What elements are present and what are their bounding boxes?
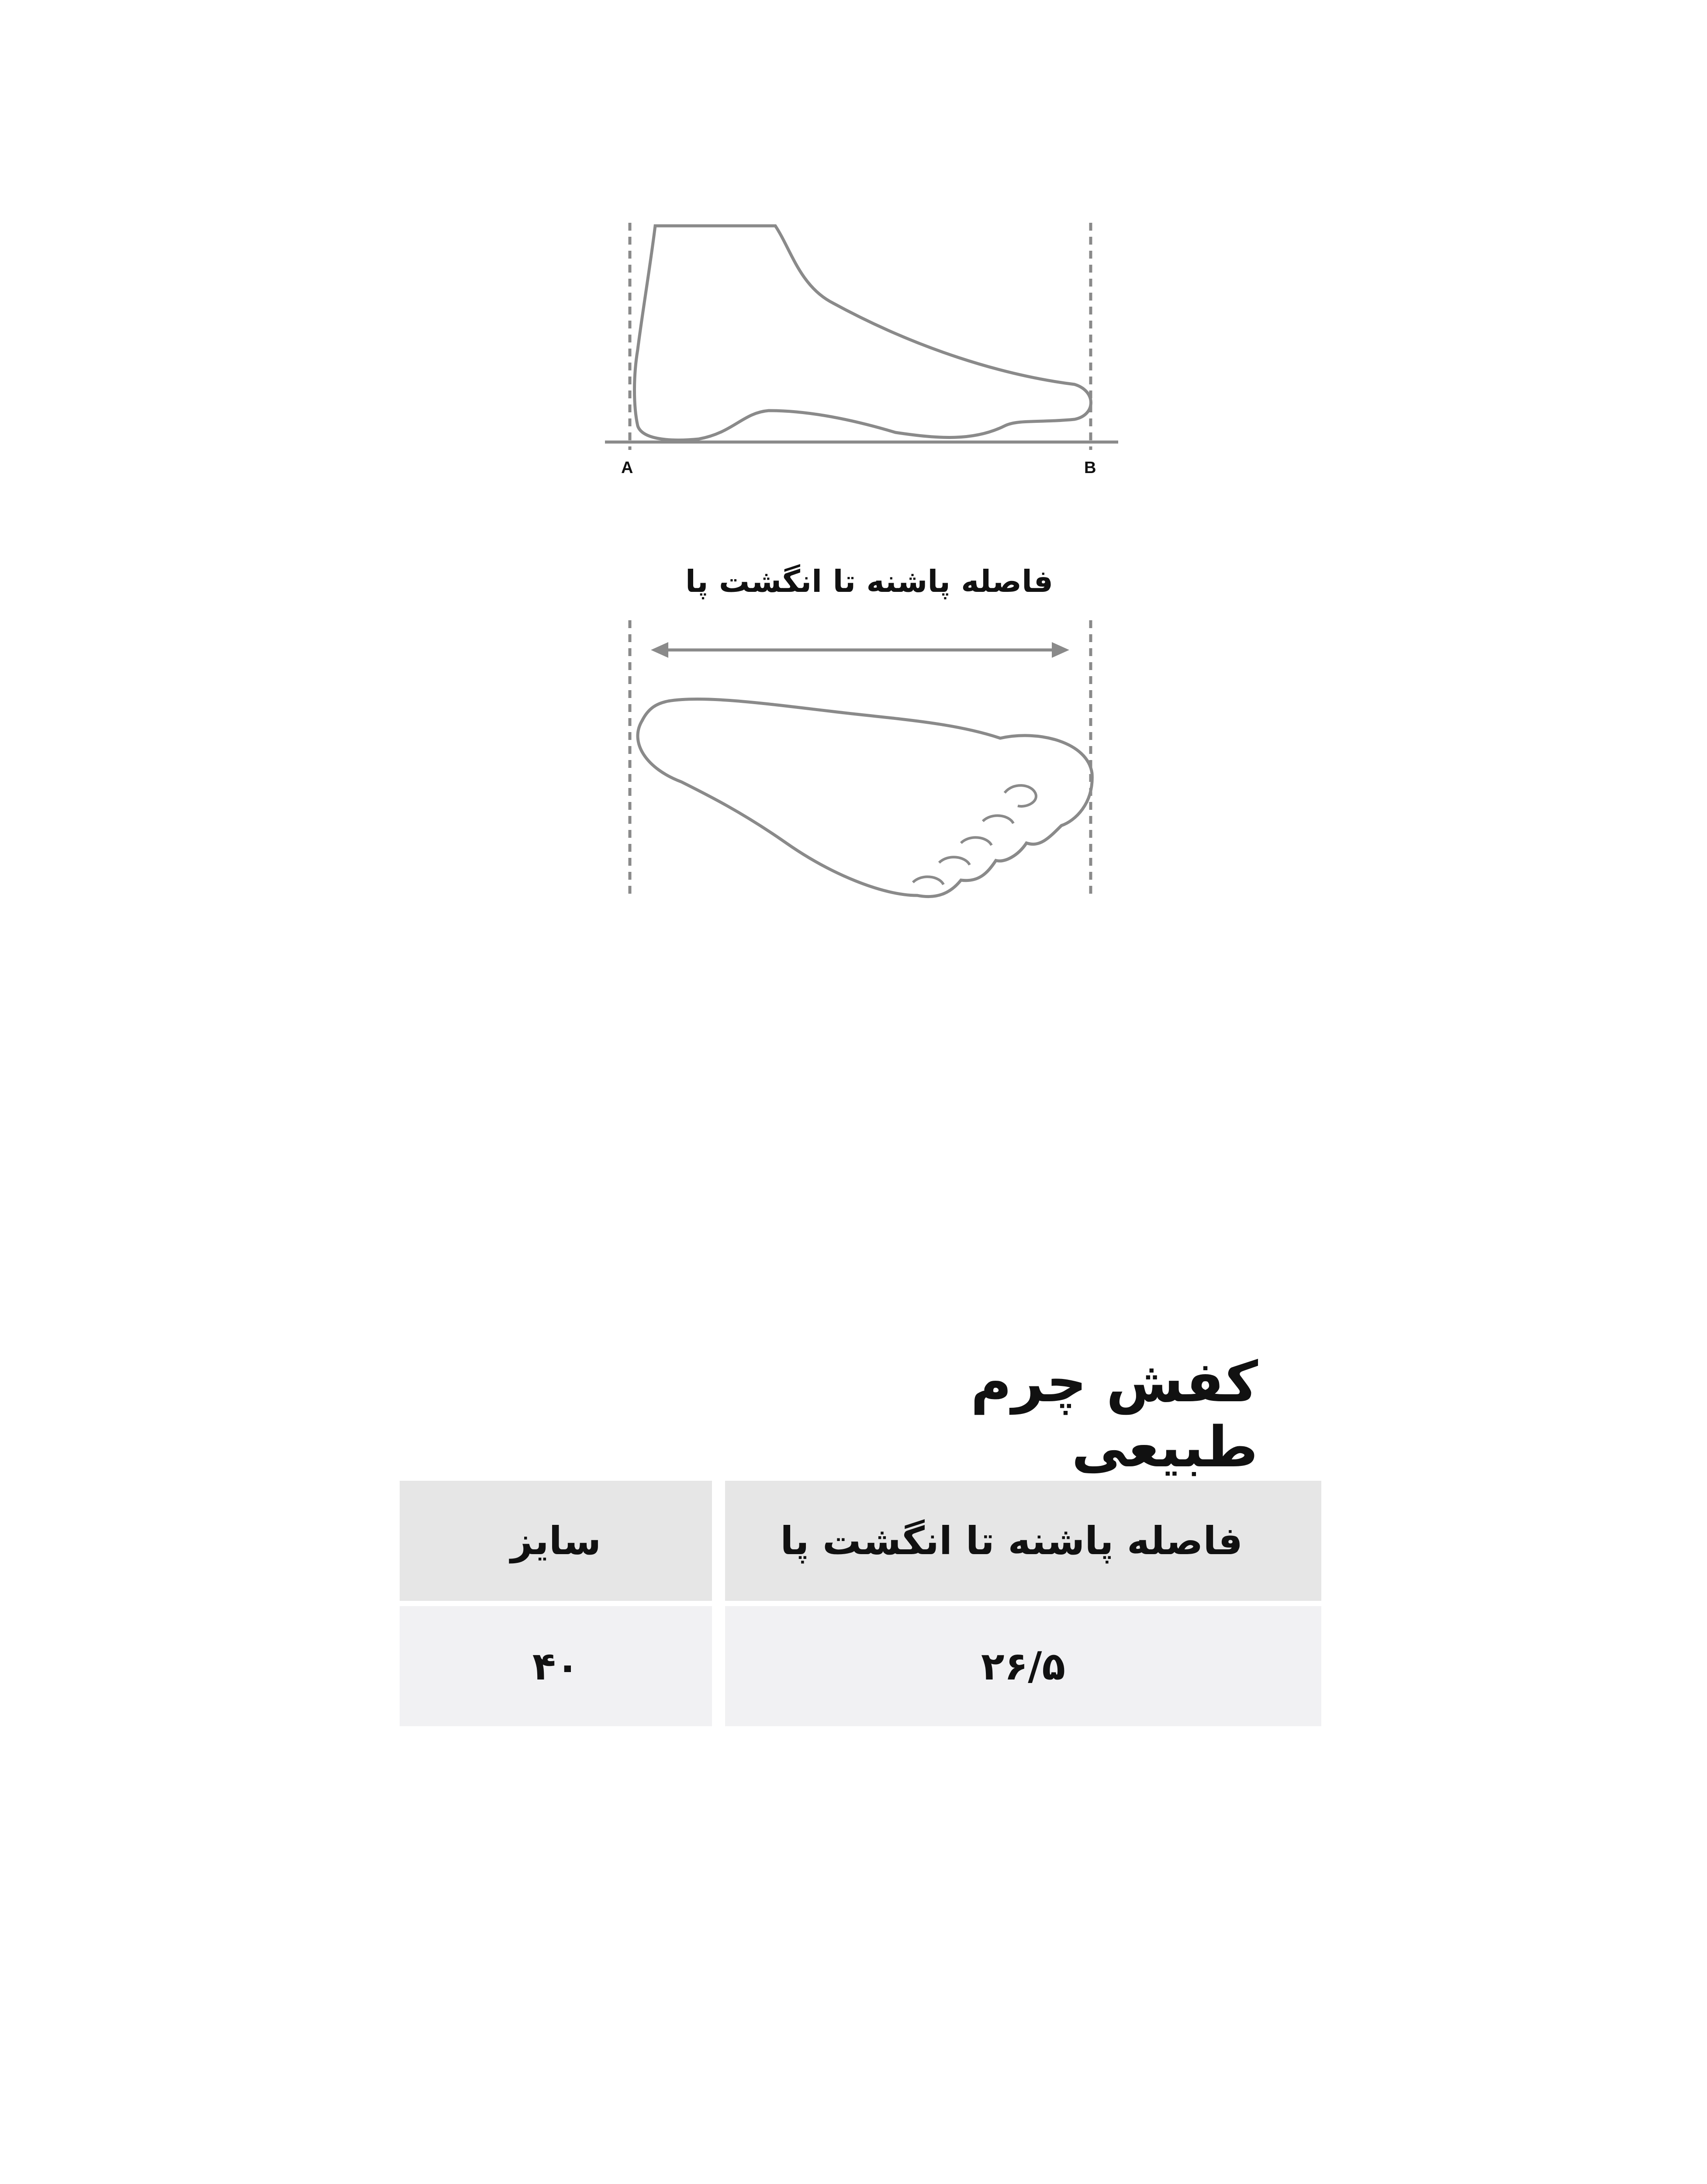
table-row: [400, 1606, 1321, 1726]
toe-3: [961, 837, 992, 845]
measurement-label: فاصله پاشنه تا انگشت پا: [685, 563, 1054, 599]
page-title: کفش چرم طبیعی: [971, 1350, 1258, 1480]
toe-5: [913, 877, 943, 885]
size-table: [400, 1481, 1321, 1731]
cell-size: ۴۰: [400, 1606, 712, 1726]
foot-measurement-diagram: [0, 0, 1707, 917]
toe-1: [1005, 785, 1036, 806]
toe-2: [983, 816, 1013, 823]
marker-b: B: [1084, 459, 1096, 477]
measure-arrow-head-left: [651, 642, 668, 658]
cell-heel-to-toe: ۲۶/۵: [725, 1606, 1321, 1726]
header-size: سایز: [400, 1481, 712, 1601]
foot-side-outline: [635, 226, 1091, 440]
header-heel-to-toe: فاصله پاشنه تا انگشت پا: [725, 1481, 1321, 1601]
marker-a: A: [621, 459, 633, 477]
toe-4: [939, 857, 970, 865]
table-header-row: [400, 1481, 1321, 1601]
measure-arrow-head-right: [1052, 642, 1069, 658]
foot-top-outline: [638, 699, 1092, 896]
